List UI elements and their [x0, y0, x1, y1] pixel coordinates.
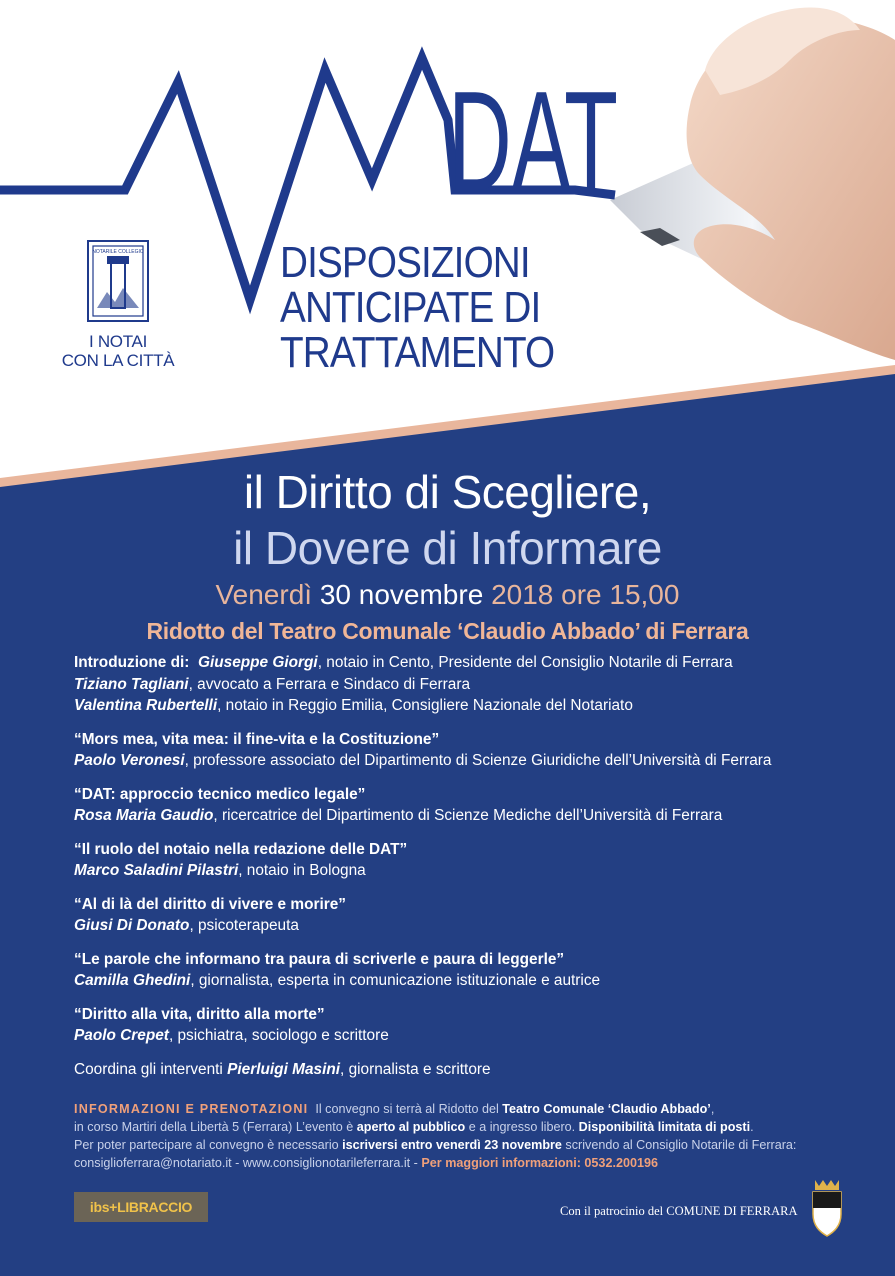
talk-speaker [74, 970, 874, 992]
speaker-name: Giuseppe Giorgi [197, 654, 318, 671]
talk-speaker [74, 860, 874, 882]
event-program [74, 652, 874, 1080]
website-link[interactable]: www.consiglionotarileferrara.it [242, 1156, 411, 1170]
notai-line-1: I NOTAI [88, 332, 148, 351]
svg-text:NOTARILE COLLEGIO: NOTARILE COLLEGIO [92, 249, 144, 255]
phone-info: Per maggiori informazioni: 0532.200196 [421, 1156, 658, 1170]
date-weekday: Venerdì [215, 579, 313, 610]
speaker-name: Camilla Ghedini [74, 972, 191, 989]
speaker-role: , notaio in Reggio Emilia, Consigliere Nazionale del Notariato [217, 697, 633, 714]
talk-title: “Le parole che informano tra paura di scriverle e paura di leggerle” [74, 950, 565, 968]
headline-line-2: il Dovere di Informare [233, 522, 662, 574]
event-venue: Ridotto del Teatro Comunale ‘Claudio Abbado’ di Ferrara [146, 618, 749, 644]
speaker-role: , ricercatrice del Dipartimento di Scienze Mediche dell’Università di Ferrara [213, 807, 723, 824]
subtitle-line-1: DISPOSIZIONI [280, 238, 530, 287]
intro-line-3 [74, 695, 874, 717]
notai-line-2: CON LA CITTÀ [61, 351, 175, 370]
talk-speaker [74, 1025, 874, 1047]
notai-logo [58, 240, 178, 370]
event-date [0, 578, 895, 612]
date-daymonth: 30 novembre [319, 579, 484, 610]
speaker-role: , notaio in Bologna [238, 862, 366, 879]
date-yeartime: 2018 ore 15,00 [491, 579, 680, 610]
talk-title: “Mors mea, vita mea: il fine-vita e la Costituzione” [74, 730, 440, 748]
info-block [74, 1100, 874, 1172]
speaker-role: , giornalista, esperta in comunicazione istituzionale e autrice [190, 972, 601, 989]
hand-with-pen-illustration [610, 7, 895, 360]
speaker-role: , psichiatra, sociologo e scrittore [168, 1027, 389, 1044]
speaker-name: Rosa Maria Gaudio [74, 807, 214, 824]
info-line-4: consiglioferrara@notariato.it - www.consiglionotarileferrara.it - Per maggiori informazioni: 0532.200196 [74, 1156, 658, 1170]
speaker-name: Tiziano Tagliani [74, 675, 189, 693]
dat-logo-text: DAT [448, 62, 618, 221]
ibs-libraccio-logo: ibs+LIBRACCIO [74, 1192, 208, 1222]
coordinator-name: Pierluigi Masini [227, 1060, 341, 1078]
speaker-role: , avvocato a Ferrara e Sindaco di Ferrara [188, 675, 471, 693]
info-line-2: in corso Martiri della Libertà 5 (Ferrara) L’evento è aperto al pubblico e a ingresso libero. Disponibilità limitata di posti. [74, 1120, 754, 1134]
speaker-name: Giusi Di Donato [74, 917, 190, 934]
info-title: INFORMAZIONI E PRENOTAZIONI [74, 1102, 309, 1116]
info-line-1: INFORMAZIONI E PRENOTAZIONI Il convegno si terrà al Ridotto del Teatro Comunale ‘Claudio Abbado’, [74, 1102, 715, 1116]
contact-email[interactable]: consiglioferrara@notariato.it [74, 1156, 232, 1170]
talk-title: “DAT: approccio tecnico medico legale” [74, 785, 366, 803]
speaker-role: , notaio in Cento, Presidente del Consiglio Notarile di Ferrara [317, 654, 733, 671]
speaker-role: , psicoterapeuta [189, 917, 299, 934]
info-line-3: Per poter partecipare al convegno è necessario iscriversi entro venerdì 23 novembre scrivendo al Consiglio Notarile di Ferrara: [74, 1138, 797, 1152]
coordinator-line: Coordina gli interventi Pierluigi Masini, giornalista e scrittore [74, 1060, 491, 1078]
intro-line-1 [74, 652, 874, 674]
talk-title: “Il ruolo del notaio nella redazione delle DAT” [74, 840, 408, 858]
patrocinio-text: Con il patrocinio del COMUNE DI FERRARA [560, 1204, 798, 1218]
speaker-name: Paolo Veronesi [74, 752, 185, 769]
talk-title: “Al di là del diritto di vivere e morire” [74, 895, 346, 913]
headline-line-1: il Diritto di Scegliere, [243, 466, 652, 518]
notarial-seal-icon [87, 240, 149, 322]
intro-label: Introduzione di: [74, 654, 190, 671]
subtitle-line-2: ANTICIPATE DI [280, 283, 541, 332]
talk-speaker [74, 805, 874, 827]
speaker-name: Paolo Crepet [74, 1027, 169, 1044]
speaker-role: , professore associato del Dipartimento di Scienze Giuridiche dell’Università di Ferrara [184, 752, 772, 769]
talk-speaker [74, 750, 874, 772]
intro-line-2 [74, 674, 874, 696]
dat-subtitle [280, 240, 554, 375]
speaker-name: Valentina Rubertelli [74, 697, 218, 714]
ferrara-coat-of-arms-icon [813, 1180, 841, 1236]
speaker-name: Marco Saladini Pilastri [74, 862, 239, 879]
talk-title: “Diritto alla vita, diritto alla morte” [74, 1005, 325, 1023]
subtitle-line-3: TRATTAMENTO [280, 328, 555, 377]
talk-speaker [74, 915, 874, 937]
